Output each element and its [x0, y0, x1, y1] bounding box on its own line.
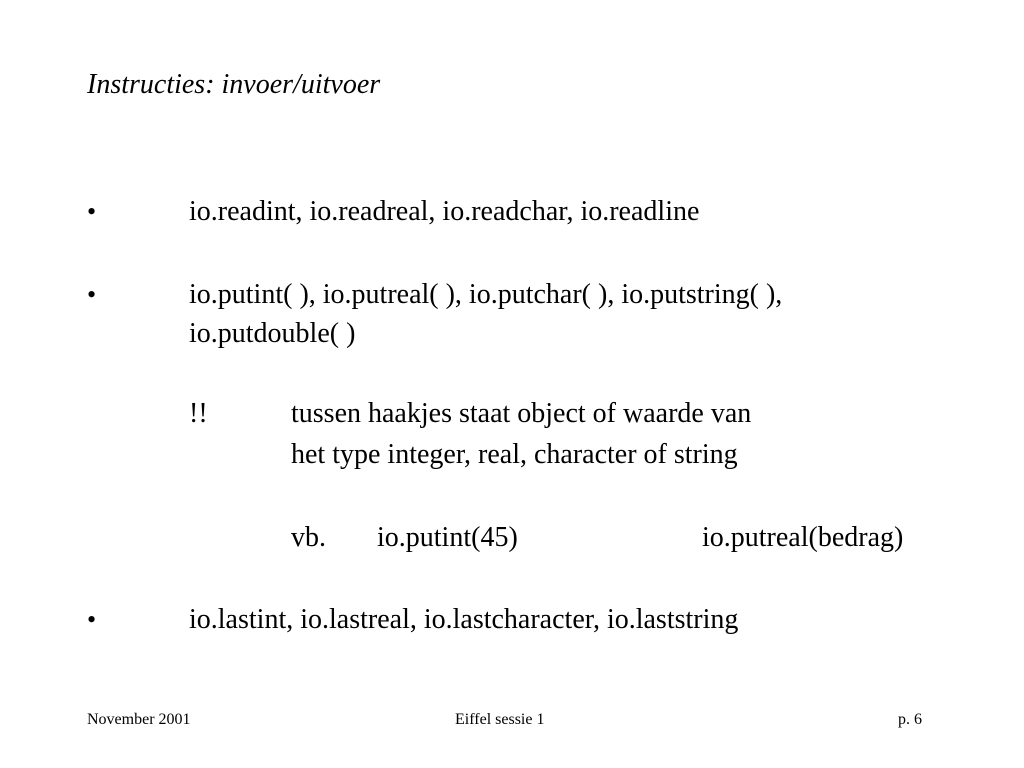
slide-title: Instructies: invoer/uitvoer [87, 69, 381, 100]
bullet-item-last: io.lastint, io.lastreal, io.lastcharacter, io.laststring [189, 604, 739, 635]
example-code-putint: io.putint(45) [377, 522, 518, 553]
bullet-item-put-line1: io.putint( ), io.putreal( ), io.putchar( ), io.putstring( ), [189, 279, 783, 310]
note-line2: het type integer, real, character of string [291, 439, 738, 470]
bullet-item-put-line2: io.putdouble( ) [189, 318, 356, 349]
note-marker: !! [189, 398, 208, 429]
footer-page-number: p. 6 [898, 711, 922, 728]
bullet-marker: • [87, 197, 97, 226]
bullet-marker: • [87, 280, 97, 309]
note-line1: tussen haakjes staat object of waarde van [291, 398, 752, 429]
example-code-putreal: io.putreal(bedrag) [702, 522, 904, 553]
bullet-marker: • [87, 605, 97, 634]
example-label: vb. [291, 522, 326, 553]
bullet-item-read: io.readint, io.readreal, io.readchar, io.readline [189, 196, 700, 227]
footer-title: Eiffel sessie 1 [455, 711, 545, 728]
footer-date: November 2001 [87, 711, 191, 728]
